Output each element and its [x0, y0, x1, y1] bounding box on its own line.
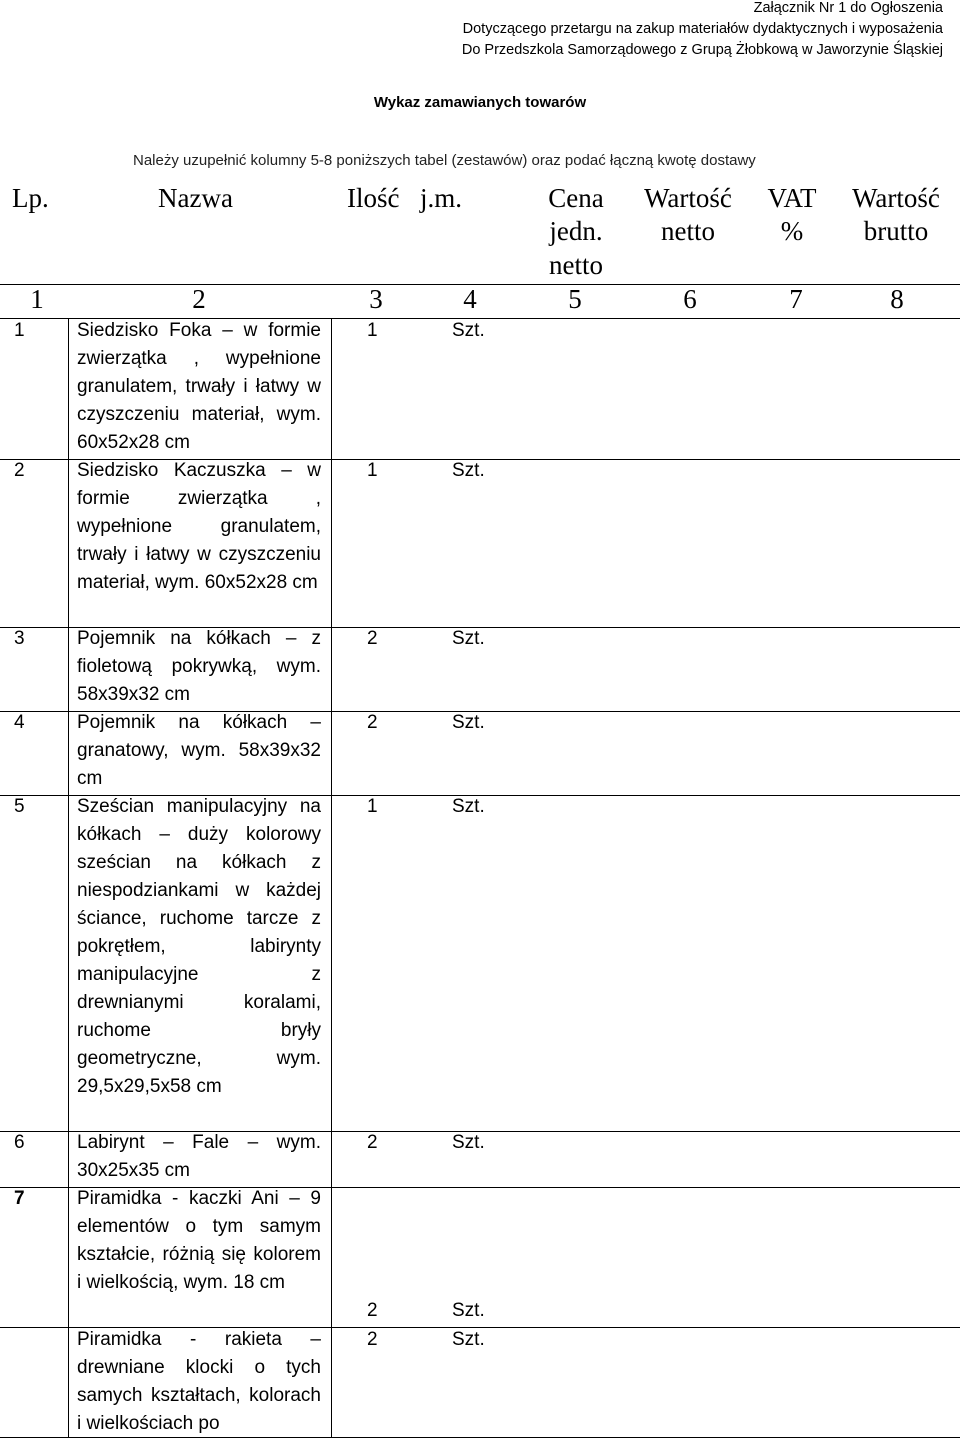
row-jm: Szt. [452, 796, 485, 817]
row-ilosc: 2 [367, 1329, 378, 1350]
column-number: 3 [369, 284, 383, 314]
column-number: 8 [890, 284, 904, 314]
row-nazwa: Sześcian manipulacyjny na kółkach – duży kolorowy sześcian na kółkach z niespodziankami w każdej ściance, ruchome tarcze z pokrętłem, labirynty manipulacyjne z drewnianymi koralami, ruchome bryły geometryczne, wym. 29,5x29,5x58 cm [77, 796, 321, 1097]
row-ilosc: 2 [367, 1300, 378, 1321]
row-lp: 7 [14, 1188, 25, 1209]
row-lp: 3 [14, 628, 25, 649]
row-lp: 5 [14, 796, 25, 817]
column-number: 7 [789, 284, 803, 314]
header-jm: j.m. [420, 183, 463, 213]
column-number: 5 [568, 284, 582, 314]
document-title: Wykaz zamawianych towarów [373, 94, 587, 111]
column-number: 4 [463, 284, 477, 314]
header-line-1: Załącznik Nr 1 do Ogłoszenia [753, 0, 943, 16]
row-jm: Szt. [452, 460, 485, 481]
row-ilosc: 2 [367, 628, 378, 649]
row-nazwa: Piramidka - rakieta – drewniane klocki o tych samych kształtach, kolorach i wielkościach po [77, 1329, 321, 1434]
row-jm: Szt. [452, 628, 485, 649]
header-lp: Lp. [12, 183, 49, 213]
column-number: 2 [192, 284, 206, 314]
header-line-3: Do Przedszkola Samorządowego z Grupą Żłobkową w Jaworzynie Śląskiej [461, 42, 943, 58]
row-lp: 4 [14, 712, 25, 733]
row-lp: 1 [14, 320, 25, 341]
header-ilosc: Ilość [347, 183, 400, 213]
row-ilosc: 2 [367, 1132, 378, 1153]
row-jm: Szt. [452, 712, 485, 733]
row-jm: Szt. [452, 1329, 485, 1350]
row-lp: 2 [14, 460, 25, 481]
row-nazwa: Siedzisko Foka – w formie zwierzątka , wypełnione granulatem, trwały i łatwy w czyszczeniu materiał, wym. 60x52x28 cm [77, 320, 321, 453]
row-nazwa: Pojemnik na kółkach – granatowy, wym. 58x39x32 cm [77, 712, 321, 789]
row-jm: Szt. [452, 1300, 485, 1321]
row-ilosc: 1 [367, 320, 378, 341]
header-line-2: Dotyczącego przetargu na zakup materiałów dydaktycznych i wyposażenia [462, 21, 943, 37]
row-nazwa: Labirynt – Fale – wym. 30x25x35 cm [77, 1132, 321, 1181]
row-nazwa: Siedzisko Kaczuszka – w formie zwierzątka , wypełnione granulatem, trwały i łatwy w czyszczeniu materiał, wym. 60x52x28 cm [77, 460, 321, 593]
row-nazwa: Piramidka - kaczki Ani – 9 elementów o tym samym kształcie, różnią się kolorem i wielkością, wym. 18 cm [77, 1188, 321, 1293]
row-jm: Szt. [452, 320, 485, 341]
row-lp: 6 [14, 1132, 25, 1153]
column-number: 6 [683, 284, 697, 314]
row-ilosc: 2 [367, 712, 378, 733]
header-nazwa: Nazwa [158, 183, 233, 213]
row-nazwa: Pojemnik na kółkach – z fioletową pokrywką, wym. 58x39x32 cm [77, 628, 321, 705]
row-ilosc: 1 [367, 796, 378, 817]
row-ilosc: 1 [367, 460, 378, 481]
column-number: 1 [30, 284, 44, 314]
instruction-text: Należy uzupełnić kolumny 5-8 poniższych tabel (zestawów) oraz podać łączną kwotę dostawy [133, 152, 756, 169]
row-jm: Szt. [452, 1132, 485, 1153]
